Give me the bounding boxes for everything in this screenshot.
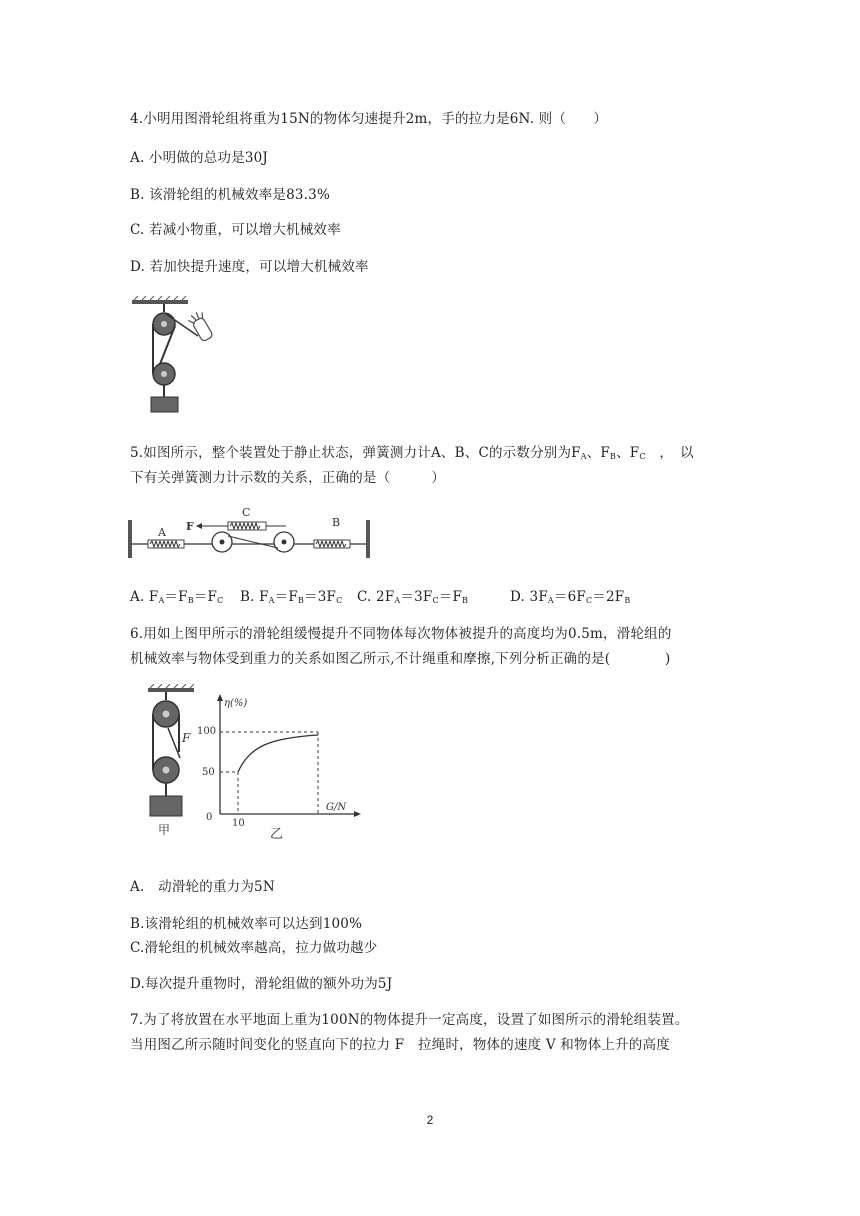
page-number: 2 <box>426 1113 434 1127</box>
q5-opt-a-s1: A <box>158 596 165 605</box>
q6-option-c: C.滑轮组的机械效率越高，拉力做功越少 <box>130 940 378 956</box>
q6-option-d: D.每次提升重物时，滑轮组做的额外功为5J <box>130 976 393 992</box>
q6-option-a: A. 动滑轮的重力为5N <box>130 879 275 895</box>
q5-label-a: A <box>158 526 166 539</box>
q5-opt-a-s3: C <box>217 596 224 605</box>
q5-opt-d-s1: A <box>547 596 554 605</box>
q6-y-axis-label: η(%) <box>224 698 248 709</box>
q5-opt-b-pre: B. F <box>240 589 269 605</box>
q5-opt-b-s1: A <box>268 596 275 605</box>
q5-opt-c-m1: ＝3F <box>400 589 433 605</box>
q5-stem-sep2: 、F <box>616 445 640 461</box>
q5-opt-a-m2: ＝F <box>193 589 218 605</box>
q5-label-b: B <box>332 516 341 529</box>
q4-option-c: C. 若减小物重，可以增大机械效率 <box>130 222 341 238</box>
q5-stem-line2: 下有关弹簧测力计示数的关系，正确的是（ ） <box>130 470 446 486</box>
q5-opt-c-m2: ＝F <box>438 589 463 605</box>
q5-opt-d-pre: D. 3F <box>510 589 548 605</box>
q6-label-jia: 甲 <box>158 823 171 837</box>
q5-sub-b: B <box>610 452 617 461</box>
q5-stem-sep1: 、F <box>586 445 611 461</box>
q4-option-d: D. 若加快提升速度，可以增大机械效率 <box>130 259 369 275</box>
q6-option-b: B.该滑轮组的机械效率可以达到100% <box>130 916 363 932</box>
q5-stem-line1 <box>130 441 694 461</box>
q5-option-b <box>240 585 342 605</box>
q7-stem-line1: 7.为了将放置在水平地面上重为100N的物体提升一定高度，设置了如图所示的滑轮组装置。 <box>130 1012 689 1028</box>
q7-stem-line2: 当用图乙所示随时间变化的竖直向下的拉力 F 拉绳时，物体的速度 V 和物体上升的高度 <box>130 1037 670 1053</box>
hand-icon <box>187 310 215 343</box>
q5-opt-a-s2: B <box>187 596 194 605</box>
q5-stem-text-b: ， 以 <box>645 445 694 461</box>
q5-sub-c: C <box>639 452 646 461</box>
q5-sub-a: A <box>580 452 587 461</box>
q4-pulley-figure <box>128 296 218 414</box>
q5-opt-a-pre: A. F <box>130 589 159 605</box>
q6-label-yi: 乙 <box>270 827 284 842</box>
q5-opt-b-s3: C <box>336 596 343 605</box>
q5-opt-d-m2: ＝2F <box>592 589 625 605</box>
q6-tick-10: 10 <box>232 818 245 829</box>
q5-opt-c-pre: C. 2F <box>357 589 395 605</box>
q5-stem-text-a: 5.如图所示，整个装置处于静止状态，弹簧测力计A、B、C的示数分别为F <box>130 445 581 461</box>
q5-opt-b-s2: B <box>297 596 305 605</box>
q5-opt-d-s2: C <box>585 596 593 605</box>
q6-x-axis-label: G/N <box>326 802 347 813</box>
q6-label-f: F <box>182 731 191 745</box>
q5-opt-d-s3: B <box>624 596 631 605</box>
q5-opt-c-s3: B <box>462 596 469 605</box>
q5-opt-b-m2: ＝3F <box>304 589 337 605</box>
q5-option-c <box>357 585 468 605</box>
q5-option-a <box>130 585 223 605</box>
q5-opt-c-s2: C <box>432 596 439 605</box>
q6-tick-0: 0 <box>206 812 213 823</box>
q6-tick-100: 100 <box>197 726 217 737</box>
q6-stem-line1: 6.用如上图甲所示的滑轮组缓慢提升不同物体每次物体被提升的高度均为0.5m，滑轮组的 <box>130 626 672 642</box>
q6-figure <box>140 684 370 844</box>
q5-opt-c-s1: A <box>394 596 401 605</box>
q5-option-d <box>510 585 630 605</box>
q4-option-b: B. 该滑轮组的机械效率是83.3% <box>130 187 330 203</box>
q6-stem-line2: 机械效率与物体受到重力的关系如图乙所示,不计绳重和摩擦,下列分析正确的是( ) <box>130 651 671 667</box>
q6-tick-50: 50 <box>202 767 215 778</box>
q5-label-c: C <box>242 506 251 519</box>
q5-label-f: F <box>186 520 194 533</box>
q5-opt-b-m1: ＝F <box>274 589 298 605</box>
q5-opt-d-m1: ＝6F <box>553 589 586 605</box>
q4-option-a: A. 小明做的总功是30J <box>130 150 269 166</box>
q5-spring-figure <box>128 500 374 564</box>
q5-opt-a-m1: ＝F <box>164 589 188 605</box>
q4-stem: 4.小明用图滑轮组将重为15N的物体匀速提升2m，手的拉力是6N. 则（ ） <box>130 111 608 127</box>
